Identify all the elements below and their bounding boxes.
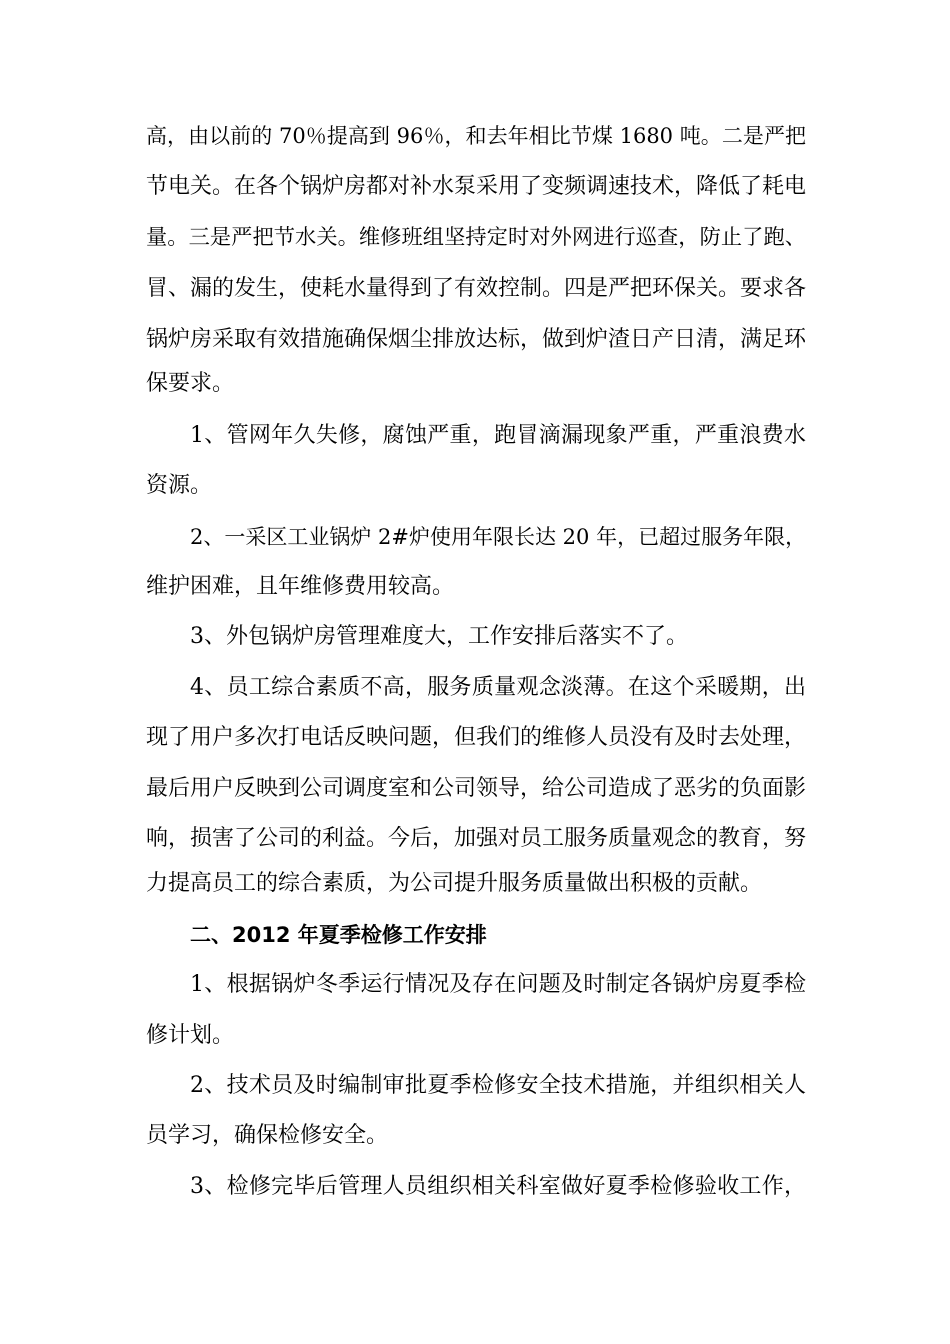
list-item-2-line: 维护困难，且年维修费用较高。 [146,574,455,599]
paragraph-line: 冒、漏的发生，使耗水量得到了有效控制。四是严把环保关。要求各 [146,276,807,301]
paragraph-line: 锅炉房采取有效措施确保烟尘排放达标，做到炉渣日产日清，满足环 [146,327,807,352]
paragraph-line: 量。三是严把节水关。维修班组坚持定时对外网进行巡查，防止了跑、 [146,225,806,250]
plan-item-1-line: 修计划。 [146,1023,235,1048]
list-item-4-line: 现了用户多次打电话反映问题，但我们的维修人员没有及时去处理， [146,725,807,750]
plan-item-1-line: 1、根据锅炉冬季运行情况及存在问题及时制定各锅炉房夏季检 [190,972,806,997]
plan-item-2-line: 2、技术员及时编制审批夏季检修安全技术措施，并组织相关人 [190,1073,806,1098]
plan-item-2-line: 员学习，确保检修安全。 [146,1123,389,1148]
plan-item-3-line: 3、检修完毕后管理人员组织相关科室做好夏季检修验收工作， [190,1174,806,1199]
section-heading: 二、2012 年夏季检修工作安排 [190,923,487,947]
list-item-4-line: 力提高员工的综合素质，为公司提升服务质量做出积极的贡献。 [146,871,763,896]
list-item-2-line: 2、一采区工业锅炉 2#炉使用年限长达 20 年，已超过服务年限， [190,525,807,549]
list-item-4-line: 响，损害了公司的利益。今后，加强对员工服务质量观念的教育，努 [146,826,807,851]
list-item-3-line: 3、外包锅炉房管理难度大，工作安排后落实不了。 [190,624,688,649]
paragraph-line: 节电关。在各个锅炉房都对补水泵采用了变频调速技术，降低了耗电 [146,174,807,199]
list-item-4-line: 最后用户反映到公司调度室和公司领导，给公司造成了恶劣的负面影 [146,776,807,801]
list-item-4-line: 4、员工综合素质不高，服务质量观念淡薄。在这个采暖期，出 [190,675,806,700]
list-item-1-line: 资源。 [146,473,213,498]
paragraph-line: 保要求。 [146,371,235,396]
list-item-1-line: 1、管网年久失修，腐蚀严重，跑冒滴漏现象严重，严重浪费水 [190,423,806,448]
paragraph-line: 高，由以前的 70％提高到 96％，和去年相比节煤 1680 吨。二是严把 [146,124,806,148]
